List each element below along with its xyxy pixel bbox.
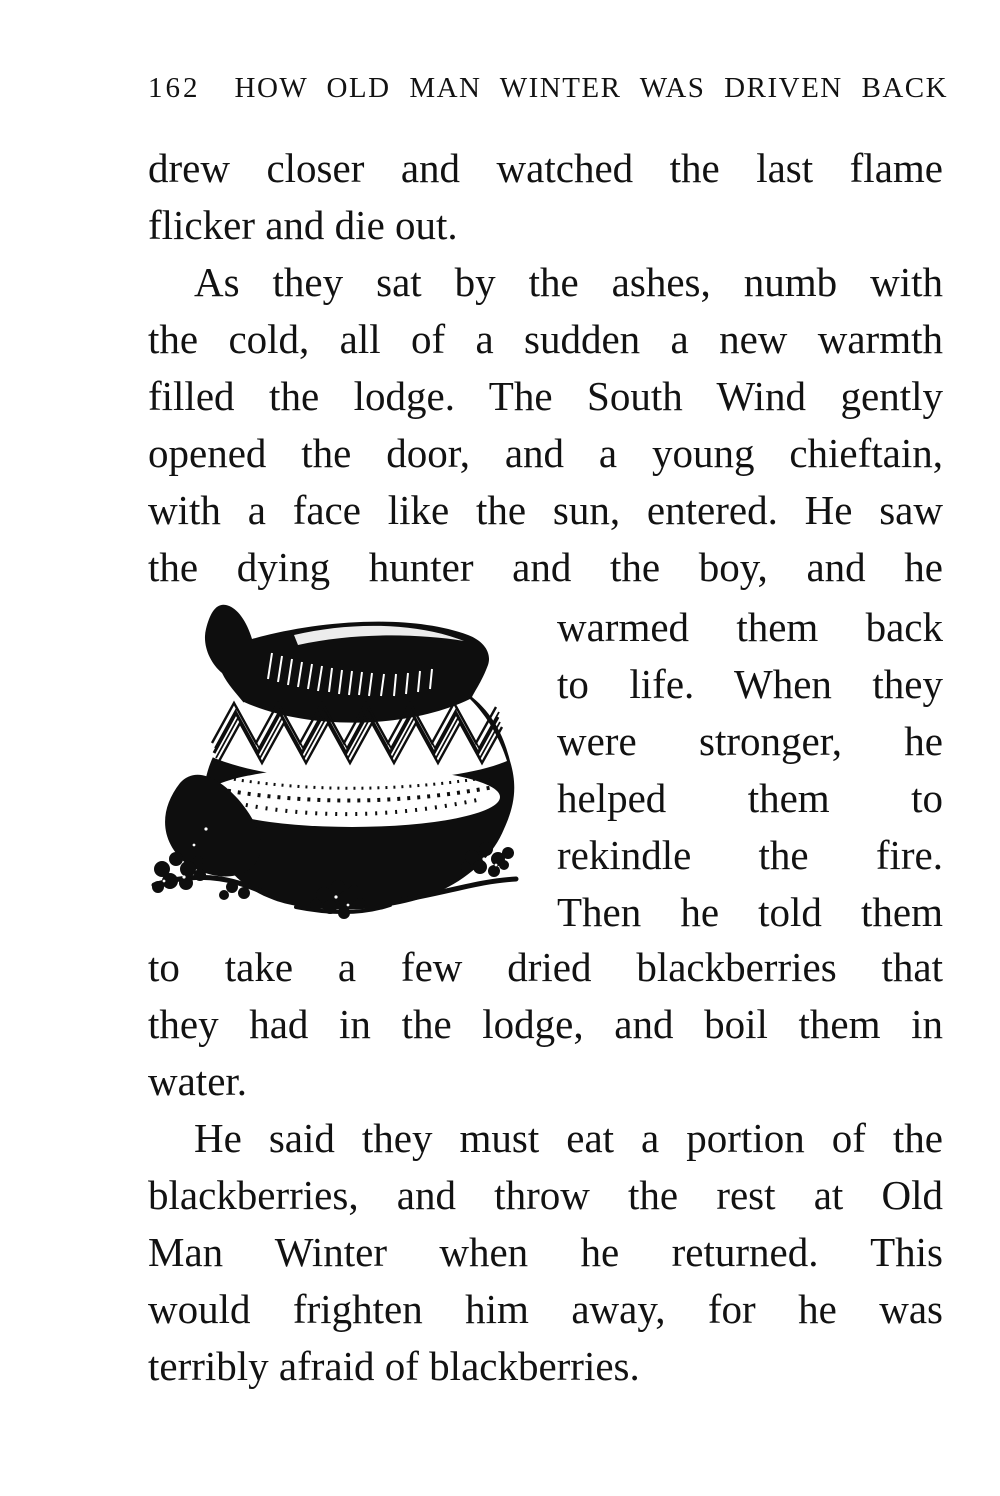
text-line: the dying hunter and the boy, and he xyxy=(148,544,943,590)
text-line: the cold, all of a sudden a new warmth xyxy=(148,316,943,362)
text-line: warmed them back xyxy=(557,604,943,650)
running-head xyxy=(148,72,949,104)
text-line: to life. When they xyxy=(557,661,943,707)
text-line: opened the door, and a young chieftain, xyxy=(148,430,943,476)
text-line: terribly afraid of blackberries. xyxy=(148,1343,640,1389)
text-line: Man Winter when he returned. This xyxy=(148,1229,943,1275)
text-line: rekindle the fire. xyxy=(557,832,943,878)
text-line: were stronger, he xyxy=(557,718,943,764)
text-line: water. xyxy=(148,1058,248,1104)
text-line: drew closer and watched the last flame xyxy=(148,145,943,191)
text-line: Then he told them xyxy=(557,889,943,935)
text-block-bottom xyxy=(148,939,943,1395)
text-line: filled the lodge. The South Wind gently xyxy=(148,373,943,419)
page-number: 162 xyxy=(148,72,201,104)
running-title: HOW OLD MAN WINTER WAS DRIVEN BACK xyxy=(234,72,949,104)
text-line: would frighten him away, for he was xyxy=(148,1286,943,1332)
pot-illustration xyxy=(146,601,520,933)
text-line: blackberries, and throw the rest at Old xyxy=(148,1172,943,1218)
text-line: with a face like the sun, entered. He saw xyxy=(148,487,943,533)
text-line: flicker and die out. xyxy=(148,202,458,248)
text-line: helped them to xyxy=(557,775,943,821)
text-line: He said they must eat a portion of the xyxy=(194,1115,943,1161)
text-line: As they sat by the ashes, numb with xyxy=(194,259,943,305)
text-block-beside-illustration xyxy=(557,599,943,941)
text-line: they had in the lodge, and boil them in xyxy=(148,1001,943,1047)
text-line: to take a few dried blackberries that xyxy=(148,944,943,990)
text-block-top xyxy=(148,140,943,596)
